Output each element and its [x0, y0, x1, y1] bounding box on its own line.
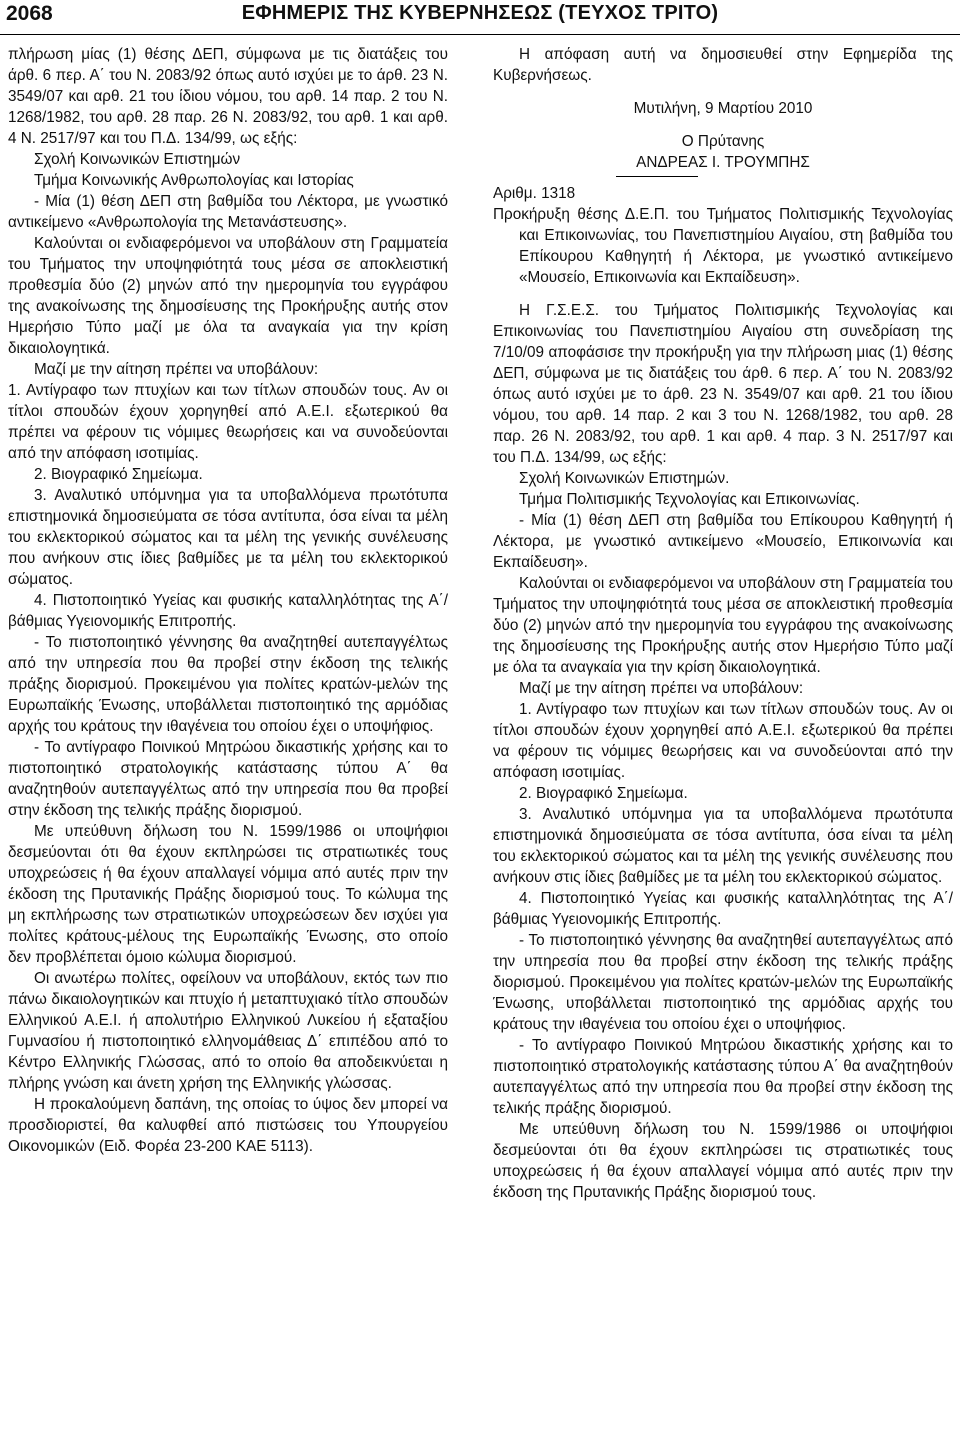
left-item-1: 1. Αντίγραφο των πτυχίων και των τίτλων σπουδών τους. Αν οι τίτλοι σπουδών έχουν χορηγηθεί από Α.Ε.Ι. εξωτερικού θα πρέπει να φέρουν τις νόμιμες θεωρήσεις και να συνοδεύονται από την απόφαση ισοτιμίας. — [8, 382, 448, 462]
decision-number: Αριθμ. 1318 — [493, 185, 576, 202]
left-criminal-record: - Το αντίγραφο Ποινικού Μητρώου δικαστικής χρήσης και το πιστοποιητικό στρατολογικής κατάστασης τύπου Α΄ θα αναζητηθούν αυτεπαγγέλτως από την υπηρεσία που θα προβεί στην έκδοση της τελικής πράξης διορισμού. — [8, 739, 448, 819]
right-item-3: 3. Αναλυτικό υπόμνημα για τα υποβαλλόμενα πρωτότυπα επιστημονικά δημοσιεύματα σε τόσα αντίτυπα, όσα είναι τα μέλη του εκλεκτορικού σώματος και τα μέλη της γενικής συνέλευσης που ανήκουν στις ίδιες βαθμίδες με τα μέλη του εκλεκτορικού σώματος. — [493, 806, 953, 886]
left-foreign-citizens: Οι ανωτέρω πολίτες, οφείλουν να υποβάλουν, εκτός των πιο πάνω δικαιολογητικών και πτυχίο ή μεταπτυχιακό τίτλο σπουδών Ελληνικού Α.Ε.Ι. ή απολυτήριο Ελληνικού Λυκείου ή εξαταξίου Γυμνασίου ή πιστοποιητικό ελληνομάθειας Δ΄ επιπέδου από το Κέντρο Ελληνικής Γλώσσας, από το οποίο θα αποδεικνύεται η πλήρης γνώση και άνετη χρήση της Ελληνικής γλώσσας. — [8, 970, 448, 1092]
left-item-3: 3. Αναλυτικό υπόμνημα για τα υποβαλλόμενα πρωτότυπα επιστημονικά δημοσιεύματα σε τόσα αντίτυπα, όσα είναι τα μέλη του εκλεκτορικού σώματος και τα μέλη της γενικής συνέλευσης που ανήκουν στις ίδιες βαθμίδες με τα μέλη του εκλεκτορικού σώματος. — [8, 487, 448, 588]
left-column — [8, 44, 448, 1157]
page-number: 2068 — [6, 2, 53, 25]
right-school: Σχολή Κοινωνικών Επιστημών. — [519, 470, 730, 487]
notice-heading: Προκήρυξη θέσης Δ.Ε.Π. του Τμήματος Πολιτισμικής Τεχνολογίας και Επικοινωνίας, του Πανεπιστημίου Αιγαίου, στη βαθμίδα του Επίκουρου Καθηγητή ή Λέκτορα, με γνωστικό αντικείμενο «Μουσείο, Επικοινωνία και Εκπαίδευση». — [493, 206, 953, 286]
left-department: Τμήμα Κοινωνικής Ανθρωπολογίας και Ιστορίας — [34, 172, 354, 189]
left-declaration: Με υπεύθυνη δήλωση του Ν. 1599/1986 οι υποψήφιοι δεσμεύονται ότι θα έχουν εκπληρώσει τις στρατιωτικές τους υποχρεώσεις ή θα έχουν απαλλαγεί νόμιμα από αυτές πριν την έκδοση της Πρυτανικής Πράξης διορισμού τους. Το κώλυμα της μη εκπλήρωσης των στρατιωτικών υποχρεώσεων δεν ισχύει για πολίτες κράτους-μέλους της Ευρωπαϊκής Ένωσης, στο οποίο δεν προβλέπεται όμοιο κώλυμα διορισμού. — [8, 823, 448, 966]
left-expense: Η προκαλούμενη δαπάνη, της οποίας το ύψος δεν μπορεί να προσδιοριστεί, θα καλυφθεί από πιστώσεις του Υπουργείου Οικονομικών (Ειδ. Φορέα 23-200 ΚΑΕ 5113). — [8, 1096, 448, 1155]
header-rule — [0, 34, 960, 35]
right-call-paragraph: Καλούνται οι ενδιαφερόμενοι να υποβάλουν στη Γραμματεία του Τμήματος την υποψηφιότητά τους μέσα σε αποκλειστική προθεσμία δύο (2) μηνών από την ημερομηνία του εγγράφου της ανακοίνωσης της δημοσίευσης της Προκήρυξης αυτής στον Ημερήσιο Τύπο μαζί με όλα τα αναγκαία για την κρίση δικαιολογητικά. — [493, 575, 953, 676]
right-criminal-record: - Το αντίγραφο Ποινικού Μητρώου δικαστικής χρήσης και το πιστοποιητικό στρατολογικής κατάστασης τύπου Α΄ θα αναζητηθούν αυτεπαγγέλτως από την υπηρεσία που θα προβεί στην έκδοση της τελικής πράξης διορισμού. — [493, 1037, 953, 1117]
left-birth-certificate: - Το πιστοποιητικό γέννησης θα αναζητηθεί αυτεπαγγέλτως από την υπηρεσία που θα προβεί στην έκδοση της τελικής πράξης διορισμού. Προκειμένου για πολίτες κρατών-μελών της Ευρωπαϊκής Ένωσης, υποβάλλεται πιστοποιητικό της αρμόδιας αρχής του κράτους την ιθαγένεια του οποίου έχει ο υποψήφιος. — [8, 634, 448, 735]
right-intro-paragraph: Η Γ.Σ.Ε.Σ. του Τμήματος Πολιτισμικής Τεχνολογίας και Επικοινωνίας του Πανεπιστημίου Αιγαίου στη συνεδρίαση της 7/10/09 αποφάσισε την προκήρυξη για την πλήρωση μιας (1) θέσης ΔΕΠ, σύμφωνα με τις διατάξεις του άρθ. 6 περ. Α΄ του Ν. 2083/92 όπως αυτό ισχύει με το άρθ. 23 Ν. 3549/07 και αρθ. 21 του ίδιου νόμου, του αρθ. 14 παρ. 2 και 3 του Ν. 1268/1982, του αρθ. 28 παρ. 26 Ν. 2083/92, του αρθ. 1 και αρθ. 4 παρ. 3 Ν. 2517/97 και του Π.Δ. 134/99, ως εξής: — [493, 302, 953, 466]
right-item-4: 4. Πιστοποιητικό Υγείας και φυσικής καταλληλότητας της Α΄/βάθμιας Υγειονομικής Επιτροπής. — [493, 890, 953, 928]
place-date: Μυτιλήνη, 9 Μαρτίου 2010 — [633, 100, 813, 117]
right-department: Τμήμα Πολιτισμικής Τεχνολογίας και Επικοινωνίας. — [519, 491, 860, 508]
left-intro-paragraph: πλήρωση μίας (1) θέσης ΔΕΠ, σύμφωνα με τις διατάξεις του άρθ. 6 περ. Α΄ του Ν. 2083/92 όπως αυτό ισχύει με το άρθ. 23 Ν. 3549/07 και αρθ. 21 του ίδιου νόμου, του αρθ. 14 παρ. 2 του Ν. 1268/1982, του αρθ. 28 παρ. 26 Ν. 2083/92, του αρθ. 1 και αρθ. 4 Ν. 2517/97 και του Π.Δ. 134/99, ως εξής: — [8, 46, 448, 147]
left-item-4: 4. Πιστοποιητικό Υγείας και φυσικής καταλληλότητας της Α΄/βάθμιας Υγειονομικής Επιτροπής. — [8, 592, 448, 630]
signatory-name: ΑΝΔΡΕΑΣ Ι. ΤΡΟΥΜΠΗΣ — [636, 154, 810, 171]
left-submit-heading: Μαζί με την αίτηση πρέπει να υποβάλουν: — [34, 361, 319, 378]
signature-separator — [616, 176, 698, 177]
publication-note: Η απόφαση αυτή να δημοσιευθεί στην Εφημερίδα της Κυβερνήσεως. — [493, 46, 953, 84]
left-position: - Μία (1) θέση ΔΕΠ στη βαθμίδα του Λέκτορα, με γνωστικό αντικείμενο «Ανθρωπολογία της Μετανάστευσης». — [8, 193, 448, 231]
page-header — [0, 0, 960, 42]
right-position: - Μία (1) θέση ΔΕΠ στη βαθμίδα του Επίκουρου Καθηγητή ή Λέκτορα, με γνωστικό αντικείμενο «Μουσείο, Επικοινωνία και Εκπαίδευση». — [493, 512, 953, 571]
gazette-title: ΕΦΗΜΕΡΙΣ ΤΗΣ ΚΥΒΕΡΝΗΣΕΩΣ (ΤΕΥΧΟΣ ΤΡΙΤΟ) — [241, 2, 719, 24]
right-column — [493, 44, 953, 1203]
left-school: Σχολή Κοινωνικών Επιστημών — [34, 151, 241, 168]
left-item-2: 2. Βιογραφικό Σημείωμα. — [34, 466, 203, 483]
right-submit-heading: Μαζί με την αίτηση πρέπει να υποβάλουν: — [519, 680, 804, 697]
right-declaration: Με υπεύθυνη δήλωση του Ν. 1599/1986 οι υποψήφιοι δεσμεύονται ότι θα έχουν εκπληρώσει τις στρατιωτικές τους υποχρεώσεις ή θα έχουν απαλλαγεί νόμιμα από αυτές πριν την έκδοση της Πρυτανικής Πράξης διορισμού τους. — [493, 1121, 953, 1201]
left-call-paragraph: Καλούνται οι ενδιαφερόμενοι να υποβάλουν στη Γραμματεία του Τμήματος την υποψηφιότητά τους μέσα σε αποκλειστική προθεσμία δύο (2) μηνών από την ημερομηνία του εγγράφου της ανακοίνωσης της δημοσίευσης της Προκήρυξης αυτής στον Ημερήσιο Τύπο μαζί με όλα τα αναγκαία για την κρίση δικαιολογητικά. — [8, 235, 448, 357]
signatory-title: Ο Πρύτανης — [681, 133, 765, 150]
right-birth-certificate: - Το πιστοποιητικό γέννησης θα αναζητηθεί αυτεπαγγέλτως από την υπηρεσία που θα προβεί στην έκδοση της τελικής πράξης διορισμού. Προκειμένου για πολίτες κρατών-μελών της Ευρωπαϊκής Ένωσης, υποβάλλεται πιστοποιητικό της αρμόδιας αρχής του κράτους την ιθαγένεια του οποίου έχει ο υποψήφιος. — [493, 932, 953, 1033]
right-item-1: 1. Αντίγραφο των πτυχίων και των τίτλων σπουδών τους. Αν οι τίτλοι σπουδών έχουν χορηγηθεί από Α.Ε.Ι. εξωτερικού θα πρέπει να φέρουν τις νόμιμες θεωρήσεις και να συνοδεύονται από την απόφαση ισοτιμίας. — [493, 701, 953, 781]
right-item-2: 2. Βιογραφικό Σημείωμα. — [519, 785, 688, 802]
